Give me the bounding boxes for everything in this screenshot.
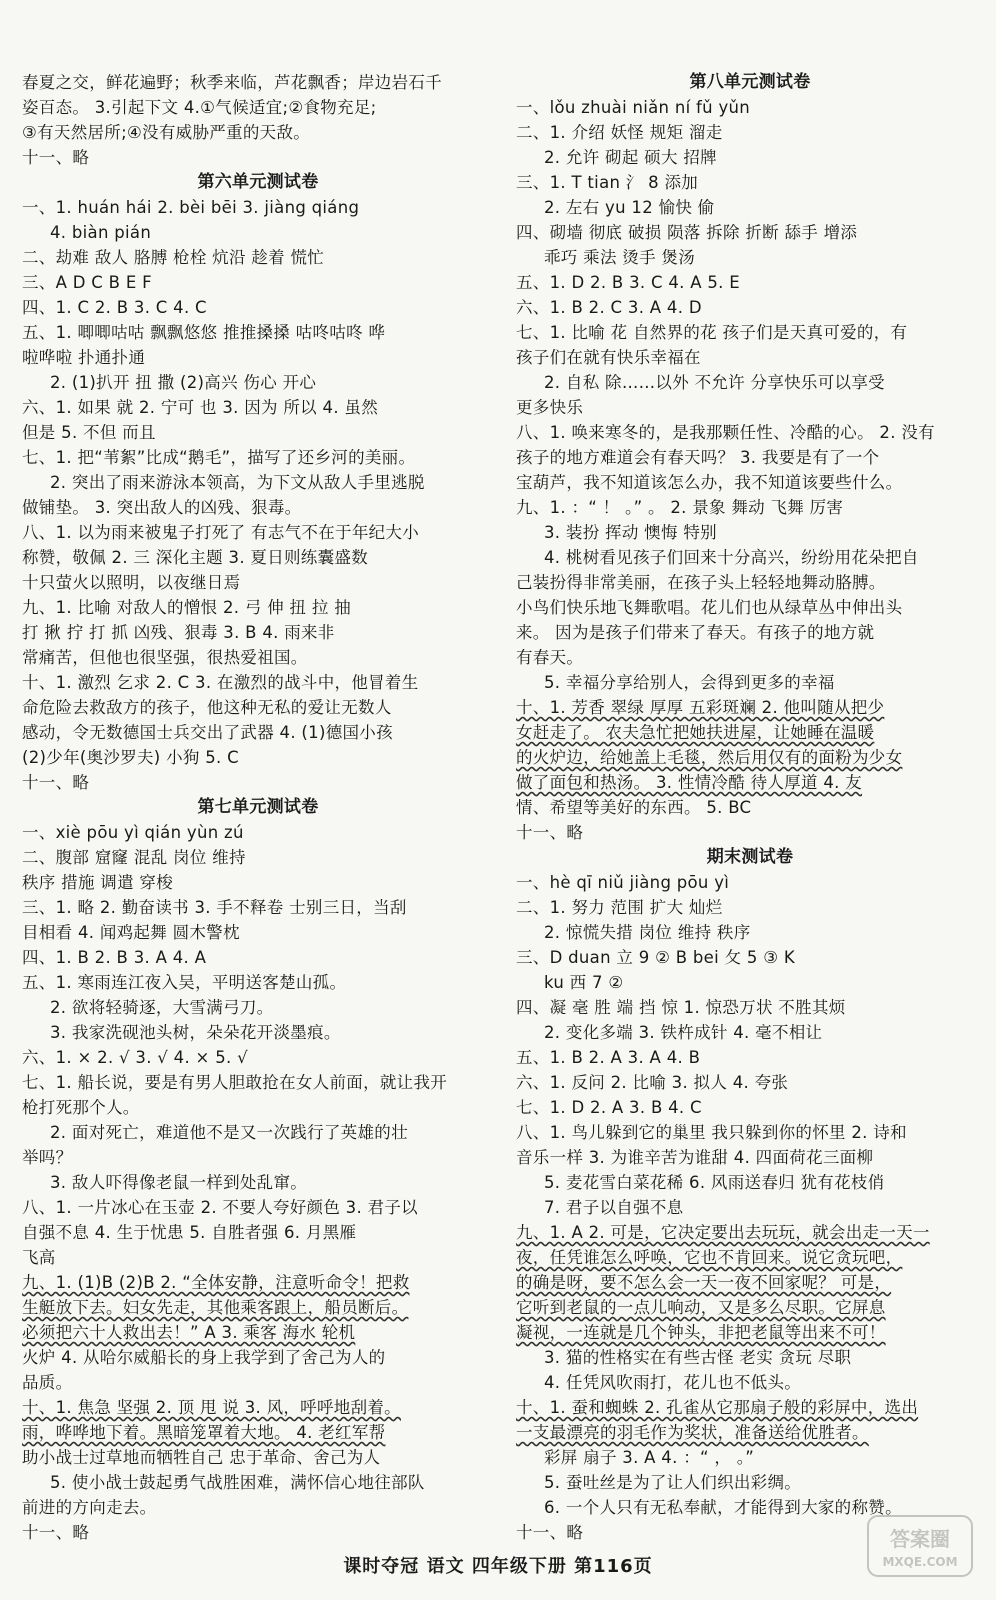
answer-line: 五、1. B 2. A 3. A 4. B: [516, 1048, 701, 1067]
answer-line: 2. 面对死亡，难道他不是又一次践行了英雄的壮: [50, 1123, 408, 1142]
answer-line: 二、劫难 敌人 胳膊 枪栓 炕沿 趁着 慌忙: [22, 248, 325, 267]
answer-line: 一支最漂亮的羽毛作为奖状，准备送给优胜者。: [516, 1423, 869, 1442]
answer-line: 春夏之交，鲜花遍野；秋季来临，芦花飘香；岸边岩石千: [22, 73, 442, 92]
answer-line: 6. 一个人只有无私奉献，才能得到大家的称赞。: [544, 1498, 902, 1517]
answer-line: 一、1. huán hái 2. bèi bēi 3. jiàng qiáng: [22, 198, 360, 217]
answer-line: 十一、略: [516, 1523, 584, 1542]
answer-line: 7. 君子以自强不息: [544, 1198, 684, 1217]
answer-line: 五、1. 唧唧咕咕 飘飘悠悠 推推搡搡 咕咚咕咚 哗: [22, 323, 386, 342]
answer-line: 2. 惊慌失措 岗位 维持 秩序: [544, 923, 751, 942]
answer-line: 孩子的地方难道会有春天吗？ 3. 我要是有了一个: [516, 448, 880, 467]
answer-line: 2. 自私 除……以外 不允许 分享快乐可以享受: [544, 373, 885, 392]
answer-line: 飞高: [22, 1248, 56, 1267]
answer-line: 做了面包和热汤。 3. 性情冷酷 待人厚道 4. 友: [516, 773, 863, 792]
answer-line: 目相看 4. 闻鸡起舞 圆木警枕: [22, 923, 240, 942]
answer-line: 3. 猫的性格实在有些古怪 老实 贪玩 尽职: [544, 1348, 852, 1367]
answer-line: 八、1. 一片冰心在玉壶 2. 不要人夸好颜色 3. 君子以: [22, 1198, 418, 1217]
answer-line: 情、希望等美好的东西。 5. BC: [516, 798, 752, 817]
answer-line: 2. 允许 砌起 硕大 招牌: [544, 148, 717, 167]
answer-line: 九、1. A 2. 可是，它决定要出去玩玩，就会出走一天一: [516, 1223, 930, 1242]
answer-line: 彩屏 扇子 3. A 4. ：“ ， 。”: [544, 1448, 755, 1467]
answer-line: 但是 5. 不但 而且: [22, 423, 156, 442]
answer-line: 二、1. 努力 范围 扩大 灿烂: [516, 898, 723, 917]
section-title: 第六单元测试卷: [197, 172, 319, 192]
answer-line: 2. 突出了雨来游泳本领高，为下文从敌人手里逃脱: [50, 473, 425, 492]
watermark-url: MXQE.COM: [882, 1555, 958, 1569]
answer-line: 4. biàn pián: [50, 223, 152, 242]
answer-line: 2. 变化多端 3. 铁杵成针 4. 毫不相让: [544, 1023, 823, 1042]
answer-line: 一、xiè pōu yì qián yùn zú: [22, 823, 244, 842]
answer-line: 五、1. 寒雨连江夜入吴，平明送客楚山孤。: [22, 973, 347, 992]
answer-line: 做铺垫。 3. 突出敌人的凶残、狠毒。: [22, 498, 302, 517]
answer-line: 九、1. (1)B (2)B 2. “全体安静，注意听命令！把救: [22, 1273, 410, 1292]
answer-line: 自强不息 4. 生于忧患 5. 自胜者强 6. 月黑雁: [22, 1223, 357, 1242]
answer-line: 雨，哗哗地下着。黑暗笼罩着大地。 4. 老红军帮: [22, 1423, 386, 1442]
answer-line: ③有天然居所;④没有威胁严重的天敌。: [22, 123, 311, 142]
answer-line: 2. (1)扒开 扭 撒 (2)高兴 伤心 开心: [50, 373, 317, 392]
answer-line: 七、1. 把“苇絮”比成“鹅毛”，描写了还乡河的美丽。: [22, 448, 416, 467]
answer-line: 有春天。: [516, 648, 584, 667]
answer-line: 七、1. 比喻 花 自然界的花 孩子们是天真可爱的，有: [516, 323, 908, 342]
answer-line: 八、1. 鸟儿躲到它的巢里 我只躲到你的怀里 2. 诗和: [516, 1123, 907, 1142]
answer-line: 二、腹部 窟窿 混乱 岗位 维持: [22, 848, 246, 867]
answer-line: 命危险去救敌方的孩子，他这种无私的爱让无数人: [22, 698, 392, 717]
answer-line: 3. 我家洗砚池头树，朵朵花开淡墨痕。: [50, 1023, 341, 1042]
answer-line: 三、1. 略 2. 勤奋读书 3. 手不释卷 士别三日，当刮: [22, 898, 407, 917]
answer-line: 4. 任凭风吹雨打，花儿也不低头。: [544, 1373, 802, 1392]
answer-line: 小鸟们快乐地飞舞歌唱。花儿们也从绿草丛中伸出头: [516, 598, 903, 617]
answer-line: 四、1. C 2. B 3. C 4. C: [22, 298, 207, 317]
answer-line: 五、1. D 2. B 3. C 4. A 5. E: [516, 273, 740, 292]
answer-line: 3. 敌人吓得像老鼠一样到处乱窜。: [50, 1173, 308, 1192]
answer-line: 秩序 措施 调遣 穿梭: [22, 873, 174, 892]
answer-line: 的火炉边，给她盖上毛毯，然后用仅有的面粉为少女: [516, 748, 903, 767]
answer-line: 枪打死那个人。: [22, 1098, 140, 1117]
answer-line: 常痛苦，但他也很坚强，很热爱祖国。: [22, 648, 308, 667]
answer-line: 3. 装扮 挥动 懊悔 特别: [544, 523, 717, 542]
answer-line: 四、砌墙 彻底 破损 陨落 拆除 折断 舔手 增添: [516, 223, 858, 242]
answer-line: 十、1. 蚕和蜘蛛 2. 孔雀从它那扇子般的彩屏中，选出: [516, 1398, 919, 1417]
answer-line: 十一、略: [516, 823, 584, 842]
answer-line: 八、1. 以为雨来被鬼子打死了 有志气不在于年纪大小: [22, 523, 420, 542]
answer-line: 助小战士过草地而牺牲自己 忠于革命、舍己为人: [22, 1448, 381, 1467]
answer-line: 八、1. 唤来寒冬的，是我那颗任性、冷酷的心。 2. 没有: [516, 423, 935, 442]
answer-line: 六、1. 如果 就 2. 宁可 也 3. 因为 所以 4. 虽然: [22, 398, 379, 417]
answer-line: 七、1. D 2. A 3. B 4. C: [516, 1098, 702, 1117]
answer-line: 音乐一样 3. 为谁辛苦为谁甜 4. 四面荷花三面柳: [516, 1148, 874, 1167]
answer-line: 十一、略: [22, 148, 90, 167]
answer-line: 5. 蚕吐丝是为了让人们织出彩绸。: [544, 1473, 802, 1492]
answer-line: 十一、略: [22, 773, 90, 792]
section-title: 第七单元测试卷: [197, 797, 319, 817]
answer-line: 三、D duan 立 9 ② B bei 攵 5 ③ K: [516, 948, 795, 967]
answer-line: 乖巧 乘法 烫手 煲汤: [544, 248, 696, 267]
answer-line: 九、1. ：“ ！ 。” 。 2. 景象 舞动 飞舞 厉害: [516, 498, 844, 517]
answer-line: 宝葫芦，我不知道该怎么办，我不知道该要些什么。: [516, 473, 903, 492]
answer-line: 孩子们在就有快乐幸福在: [516, 348, 701, 367]
answer-line: 来。 因为是孩子们带来了春天。有孩子的地方就: [516, 623, 875, 642]
answer-line: 啦哗啦 扑通扑通: [22, 348, 146, 367]
answer-line: 举吗？: [22, 1148, 73, 1167]
page-footer: 课时夺冠 语文 四年级下册 第116页: [343, 1556, 653, 1577]
answer-line: 七、1. 船长说，要是有男人胆敢抢在女人前面，就让我开: [22, 1073, 448, 1092]
answer-line: 2. 左右 yu 12 愉快 偷: [544, 198, 715, 217]
answer-line: 二、1. 介绍 妖怪 规矩 溜走: [516, 123, 723, 142]
section-title: 第八单元测试卷: [689, 72, 811, 92]
section-title: 期末测试卷: [706, 847, 794, 867]
answer-line: 十只萤火以照明，以夜继日焉: [22, 573, 241, 592]
answer-line: 5. 麦花雪白菜花稀 6. 风雨送春归 犹有花枝俏: [544, 1173, 885, 1192]
answer-line: 三、1. T tian 氵 8 添加: [516, 173, 699, 192]
answer-line: 打 揪 拧 打 抓 凶残、狠毒 3. B 4. 雨来非: [22, 623, 335, 642]
answer-line: 称赞，敬佩 2. 三 深化主题 3. 夏日则练囊盛数: [22, 548, 369, 567]
answer-line: 5. 幸福分享给别人，会得到更多的幸福: [544, 673, 835, 692]
answer-line: 必须把六十人救出去！” A 3. 乘客 海水 轮机: [22, 1323, 356, 1342]
answer-line: 生艇放下去。妇女先走，其他乘客跟上，船员断后。: [22, 1298, 409, 1317]
answer-line: 它听到老鼠的一点儿响动，又是多么尽职。它屏息: [516, 1298, 886, 1317]
answer-line: 前进的方向走去。: [22, 1498, 157, 1517]
answer-line: 六、1. 反问 2. 比喻 3. 拟人 4. 夸张: [516, 1073, 789, 1092]
answer-line: 2. 欲将轻骑逐，大雪满弓刀。: [50, 998, 274, 1017]
answer-line: 夜，任凭谁怎么呼唤，它也不肯回来。说它贪玩吧，: [516, 1248, 903, 1267]
answer-line: 一、hè qī niǔ jiàng pōu yì: [516, 873, 730, 892]
answer-line: 感动，令无数德国士兵交出了武器 4. (1)德国小孩: [22, 723, 393, 742]
answer-line: 十、1. 焦急 坚强 2. 顶 甩 说 3. 风，呼呼地刮着。: [22, 1398, 401, 1417]
watermark-text: 答案圈: [890, 1527, 950, 1551]
answer-line: 四、1. B 2. B 3. A 4. A: [22, 948, 207, 967]
answer-line: 的确是呀，要不怎么会一天一夜不回家呢？ 可是，: [516, 1273, 892, 1292]
answer-line: 十、1. 芳香 翠绿 厚厚 五彩斑斓 2. 他叫随从把少: [516, 698, 885, 717]
answer-line: 品质。: [22, 1373, 73, 1392]
right-column: [516, 70, 984, 1545]
answer-line: 十一、略: [22, 1523, 90, 1542]
answer-line: 更多快乐: [516, 398, 584, 417]
answer-line: 一、lǒu zhuài niǎn ní fǔ yǔn: [516, 98, 751, 117]
answer-line: (2)少年(奥沙罗夫) 小狗 5. C: [22, 748, 239, 767]
answer-line: 4. 桃树看见孩子们回来十分高兴，纷纷用花朵把自: [544, 548, 919, 567]
watermark-logo: [866, 1514, 974, 1578]
answer-line: 十、1. 激烈 乞求 2. C 3. 在激烈的战斗中，他冒着生: [22, 673, 419, 692]
answer-line: 九、1. 比喻 对敌人的憎恨 2. 弓 伸 扭 拉 抽: [22, 598, 352, 617]
answer-line: 姿百态。 3.引起下文 4.①气候适宜;②食物充足;: [22, 98, 377, 117]
answer-line: 凝视，一连就是几个钟头，非把老鼠等出来不可！: [516, 1323, 886, 1342]
left-column: [22, 70, 494, 1545]
answer-line: 5. 使小战士鼓起勇气战胜困难，满怀信心地往部队: [50, 1473, 425, 1492]
answer-line: ku 西 7 ②: [544, 973, 624, 992]
answer-line: 六、1. B 2. C 3. A 4. D: [516, 298, 702, 317]
answer-line: 三、A D C B E F: [22, 273, 152, 292]
answer-line: 女赶走了。 农夫急忙把她扶进屋，让她睡在温暖: [516, 723, 875, 742]
answer-line: 六、1. × 2. √ 3. √ 4. × 5. √: [22, 1048, 248, 1067]
answer-line: 四、凝 毫 胜 端 挡 惊 1. 惊恐万状 不胜其烦: [516, 998, 846, 1017]
answer-line: 己装扮得非常美丽，在孩子头上轻轻地舞动胳膊。: [516, 573, 886, 592]
answer-line: 火炉 4. 从哈尔威船长的身上我学到了舍己为人的: [22, 1348, 386, 1367]
